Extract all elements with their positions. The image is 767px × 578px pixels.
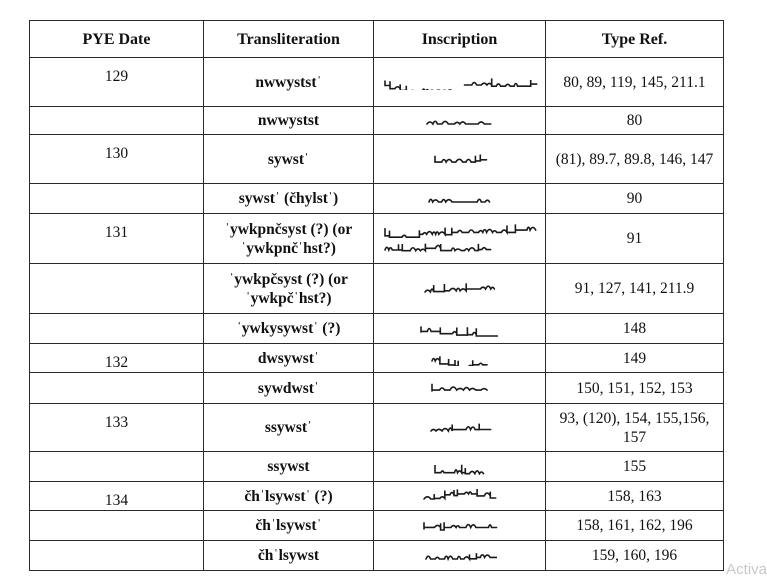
pahlavi-script-image [432, 459, 488, 475]
cell-pye-date [30, 511, 204, 541]
cell-transliteration: ssywst [204, 452, 374, 482]
cell-pye-date [30, 264, 204, 314]
cell-transliteration: sywstˈ (čhylstˈ) [204, 184, 374, 214]
cell-type-ref: 155 [546, 452, 724, 482]
pahlavi-script-image [429, 380, 491, 396]
cell-inscription [374, 314, 546, 344]
pahlavi-script-image [432, 151, 488, 167]
pye-date-table [29, 20, 724, 571]
pahlavi-script-image [428, 420, 492, 436]
cell-type-ref: 150, 151, 152, 153 [546, 373, 724, 404]
pahlavi-script-image [418, 321, 502, 337]
cell-inscription [374, 373, 546, 404]
cell-type-ref: 158, 163 [546, 482, 724, 511]
cell-pye-date: 131 [30, 214, 204, 264]
cell-transliteration: nwwyststˈ [204, 58, 374, 107]
cell-transliteration: sywdwstˈ [204, 373, 374, 404]
activation-watermark: Activa [726, 561, 767, 578]
pahlavi-script-image [421, 488, 499, 504]
table-row [30, 184, 724, 214]
cell-transliteration: čhˈlsywst [204, 541, 374, 571]
table-row [30, 373, 724, 404]
table-row [30, 264, 724, 314]
cell-pye-date [30, 541, 204, 571]
cell-inscription [374, 344, 546, 373]
pahlavi-script-image [382, 224, 538, 254]
cell-pye-date: 133 [30, 404, 204, 452]
pahlavi-script-image [423, 548, 497, 564]
cell-inscription [374, 452, 546, 482]
cell-type-ref: 80 [546, 107, 724, 135]
cell-transliteration: ˈywkysywstˈ (?) [204, 314, 374, 344]
cell-inscription [374, 58, 546, 107]
cell-inscription [374, 482, 546, 511]
cell-pye-date [30, 184, 204, 214]
header-transliteration: Transliteration [204, 21, 374, 58]
cell-type-ref: 91, 127, 141, 211.9 [546, 264, 724, 314]
table-row [30, 214, 724, 264]
cell-inscription [374, 135, 546, 184]
table-row [30, 344, 724, 373]
pahlavi-script-image [421, 518, 499, 534]
cell-pye-date [30, 452, 204, 482]
cell-transliteration: nwwystst [204, 107, 374, 135]
cell-transliteration: čhˈlsywstˈ [204, 511, 374, 541]
cell-pye-date [30, 373, 204, 404]
table-row [30, 58, 724, 107]
cell-inscription [374, 107, 546, 135]
table-row [30, 314, 724, 344]
table-row [30, 541, 724, 571]
cell-type-ref: 91 [546, 214, 724, 264]
cell-pye-date: 130 [30, 135, 204, 184]
cell-pye-date [30, 314, 204, 344]
pahlavi-script-image [424, 113, 496, 129]
cell-type-ref: 148 [546, 314, 724, 344]
cell-type-ref: 159, 160, 196 [546, 541, 724, 571]
cell-transliteration: sywstˈ [204, 135, 374, 184]
cell-transliteration: dwsywstˈ [204, 344, 374, 373]
table-row [30, 452, 724, 482]
cell-type-ref: 149 [546, 344, 724, 373]
cell-inscription [374, 404, 546, 452]
cell-pye-date [30, 107, 204, 135]
cell-inscription [374, 511, 546, 541]
table-row [30, 482, 724, 511]
table-row [30, 404, 724, 452]
cell-type-ref: 93, (120), 154, 155,156, 157 [546, 404, 724, 452]
table-row [30, 107, 724, 135]
header-inscription: Inscription [374, 21, 546, 58]
cell-transliteration: ˈywkpnčsyst (?) (or ˈywkpnčˈhst?) [204, 214, 374, 264]
pahlavi-script-image [426, 191, 494, 207]
header-pye-date: PYE Date [30, 21, 204, 58]
cell-pye-date: 129 [30, 58, 204, 107]
pahlavi-script-image [382, 74, 538, 90]
table-header-row [30, 21, 724, 58]
cell-transliteration: čhˈlsywstˈ (?) [204, 482, 374, 511]
pahlavi-script-image [429, 350, 491, 366]
cell-inscription [374, 264, 546, 314]
cell-transliteration: ˈywkpčsyst (?) (or ˈywkpčˈhst?) [204, 264, 374, 314]
table-row [30, 511, 724, 541]
cell-transliteration: ssywstˈ [204, 404, 374, 452]
header-type-ref: Type Ref. [546, 21, 724, 58]
pahlavi-script-image [422, 281, 498, 297]
cell-inscription [374, 541, 546, 571]
cell-type-ref: 158, 161, 162, 196 [546, 511, 724, 541]
cell-type-ref: 80, 89, 119, 145, 211.1 [546, 58, 724, 107]
table-row [30, 135, 724, 184]
cell-pye-date: 134 [30, 482, 204, 511]
cell-type-ref: 90 [546, 184, 724, 214]
cell-inscription [374, 214, 546, 264]
cell-pye-date: 132 [30, 344, 204, 373]
cell-inscription [374, 184, 546, 214]
cell-type-ref: (81), 89.7, 89.8, 146, 147 [546, 135, 724, 184]
